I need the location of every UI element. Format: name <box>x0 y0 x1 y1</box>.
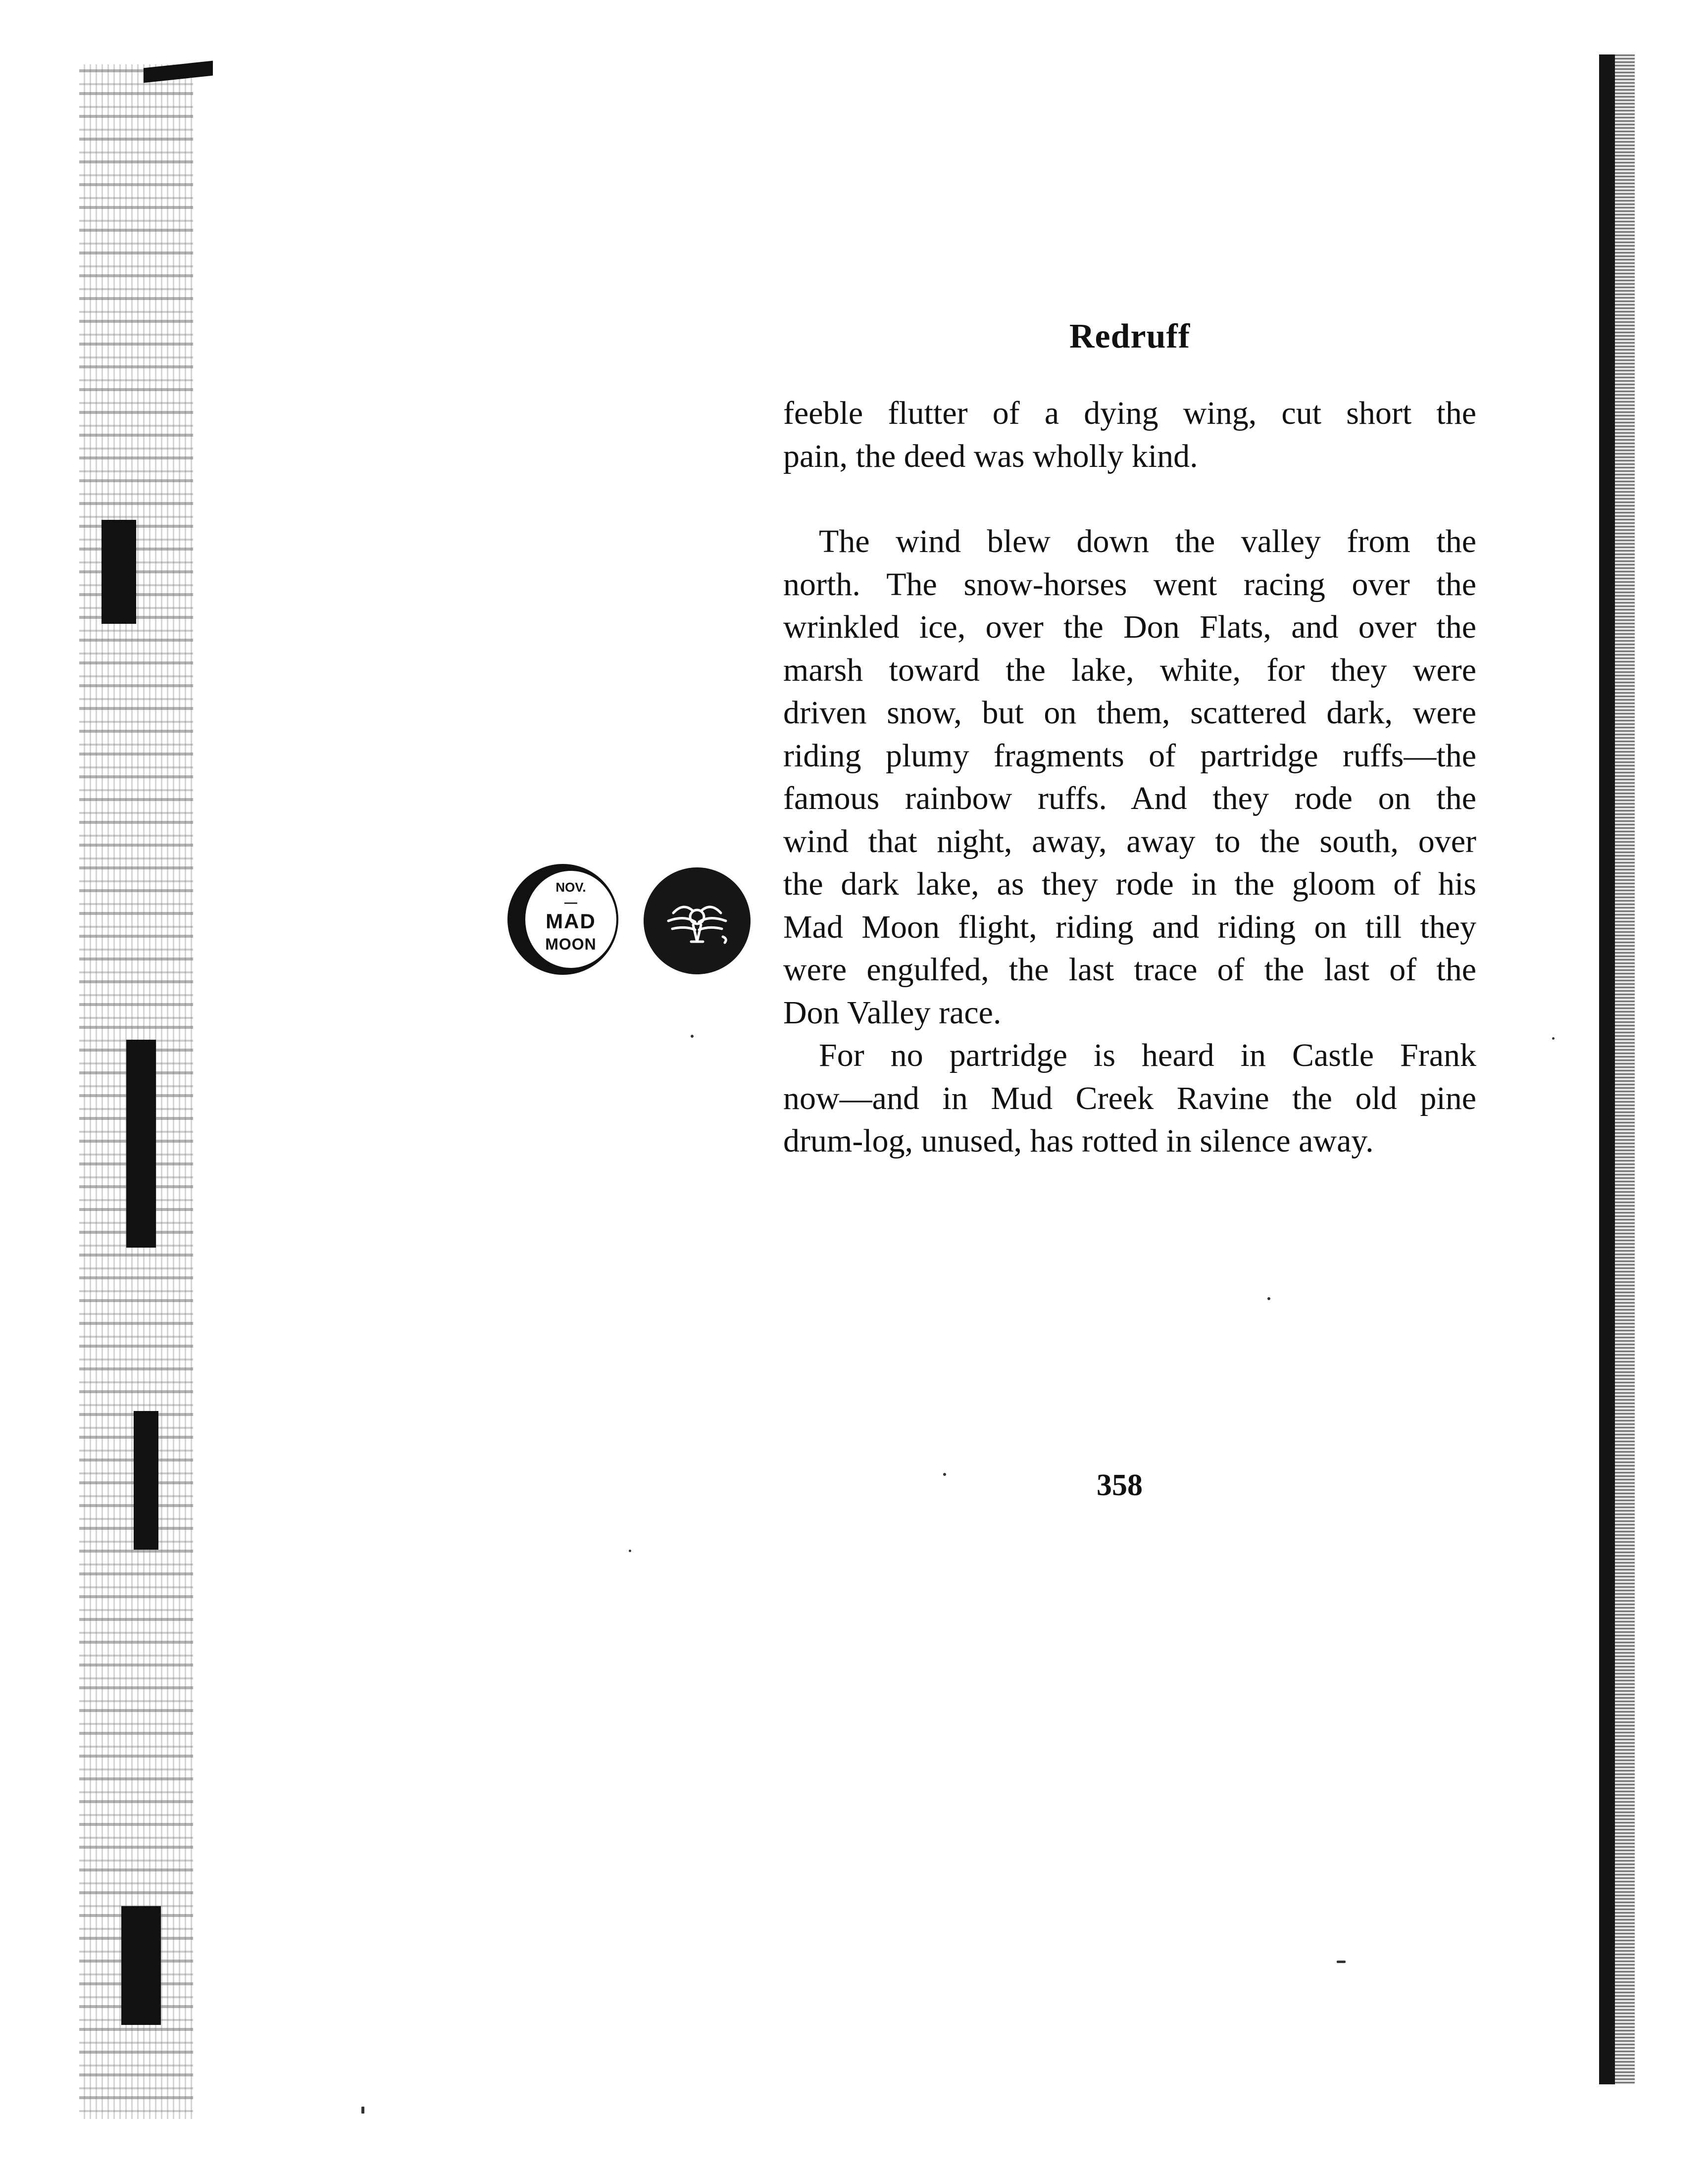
running-head: Redruff <box>1069 317 1191 355</box>
scan-speck <box>361 2107 364 2114</box>
scan-speck <box>943 1473 946 1476</box>
text-line: Mad Moon flight, riding and riding on till they <box>783 908 1476 945</box>
page-number: 358 <box>1097 1468 1143 1502</box>
text-line: Don Valley race. <box>783 994 1002 1031</box>
text-line: marsh toward the lake, white, for they were <box>783 652 1476 688</box>
body-text <box>783 392 1476 1163</box>
text-line: north. The snow-horses went racing over the <box>783 566 1476 603</box>
text-line: For no partridge is heard in Castle Frank <box>819 1037 1476 1073</box>
scan-spine-right-texture <box>1615 54 1635 2084</box>
scan-spine-right <box>1599 54 1615 2084</box>
paragraph-gap <box>783 478 1476 520</box>
paragraph-3 <box>783 1034 1476 1163</box>
scan-binding-dark-3 <box>134 1411 158 1550</box>
badge-month: NOV. <box>555 880 586 895</box>
owl-moon-icon <box>644 867 751 974</box>
text-line: were engulfed, the last trace of the last of the <box>783 952 1476 988</box>
text-line: the dark lake, as they rode in the gloom of his <box>783 866 1476 902</box>
badge-line-1: MAD <box>546 909 596 933</box>
scan-binding-dark-4 <box>121 1906 161 2025</box>
paragraph-1 <box>783 392 1476 478</box>
text-line: drum-log, unused, has rotted in silence away. <box>783 1123 1374 1159</box>
text-line: famous rainbow ruffs. And they rode on the <box>783 780 1476 816</box>
text-line: wind that night, away, away to the south, over <box>783 823 1476 859</box>
text-line: riding plumy fragments of partridge ruffs—the <box>783 737 1476 774</box>
text-line: pain, the deed was wholly kind. <box>783 438 1198 474</box>
badge-line-2: MOON <box>545 935 597 953</box>
text-line: feeble flutter of a dying wing, cut short the <box>783 395 1476 431</box>
text-line: wrinkled ice, over the Don Flats, and over the <box>783 609 1476 645</box>
text-line: The wind blew down the valley from the <box>819 523 1476 559</box>
scan-speck <box>691 1035 694 1038</box>
text-line: driven snow, but on them, scattered dark, were <box>783 695 1476 731</box>
scan-binding-dark-2 <box>126 1040 156 1248</box>
scan-speck <box>629 1550 631 1552</box>
badge-dash: — <box>564 895 577 909</box>
scan-speck <box>1267 1297 1270 1300</box>
mad-moon-badge-face <box>525 871 616 968</box>
text-line: now—and in Mud Creek Ravine the old pine <box>783 1080 1476 1116</box>
mad-moon-badge <box>507 864 618 975</box>
scan-speck <box>1552 1037 1555 1040</box>
scan-binding-dark-1 <box>101 520 136 624</box>
paragraph-2 <box>783 520 1476 1034</box>
scan-speck <box>1337 1961 1346 1963</box>
